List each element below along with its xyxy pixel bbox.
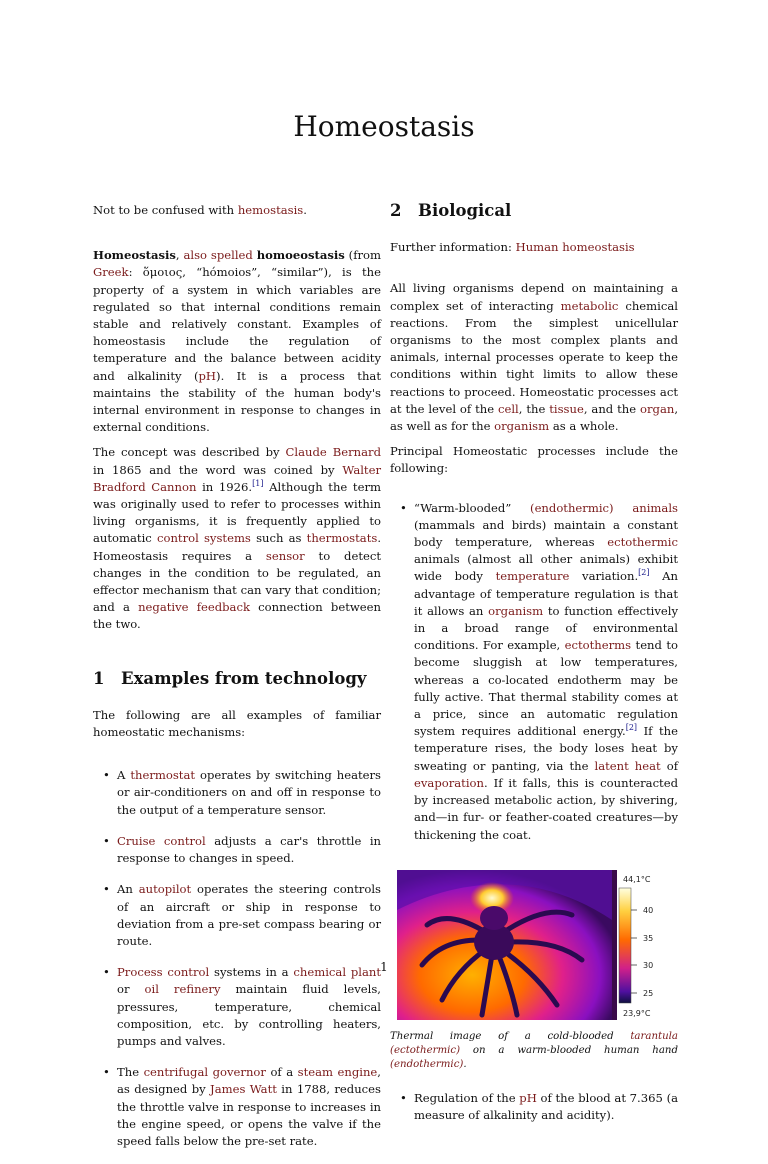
ref-2[interactable]: [2] (638, 568, 650, 578)
ref-2[interactable]: [2] (625, 723, 638, 733)
scale-max-label: 44,1°C (623, 874, 651, 884)
latent-heat-link[interactable]: latent heat (594, 758, 661, 773)
figure-caption: Thermal image of a cold-blooded tarantula (ectothermic) on a warm-blooded human hand (endothermic). (390, 1030, 678, 1070)
list-item: • Regulation of the pH of the blood at 7.365 (a measure of alkalinity and acidity). (400, 1090, 678, 1122)
thermal-image (397, 870, 662, 1020)
metabolic-link[interactable]: metabolic (560, 298, 619, 313)
walter-cannon-link[interactable]: Walter Bradford Cannon (93, 462, 381, 494)
organism-link[interactable]: organism (488, 603, 544, 618)
cruise-control-link[interactable]: Cruise control (117, 833, 206, 848)
list-item: • Cruise control adjusts a car's throttle in response to changes in speed. (103, 833, 381, 866)
left-column (93, 202, 381, 1164)
biological-list-continued (390, 1090, 678, 1124)
greek-link[interactable]: Greek (93, 265, 129, 280)
intro-paragraph-1: Homeostasis, also spelled homoeostasis (from Greek: ὅμοιος, “hómoios”, “similar”), is the property of a system in which variables are regulated so that internal conditions remain stable and relatively constant. Examples of homeostasis include the regulation of temperature and the balance between acidity and alkalinity (pH). It is a process that maintains the stability of the human body's internal environment in response to changes in external conditions. (93, 248, 382, 435)
intro-paragraph-2: The concept was described by Claude Bernard in 1865 and the word was coined by Walter Bradford Cannon in 1926.[1] Although the term was originally used to refer to processes within living organisms, it is frequently applied to automatic control systems such as thermostats. Homeostasis requires a sensor to detect changes in the condition to be regulated, an effector mechanism that can vary that condition; and a negative feedback connection between the two. (93, 445, 381, 632)
bullet-icon: • (103, 965, 110, 980)
ph-link[interactable]: pH (519, 1090, 537, 1105)
tarantula-link[interactable]: tarantula (630, 1030, 678, 1042)
scale-tick: 40 (643, 905, 654, 915)
ph-link[interactable]: pH (198, 368, 217, 383)
control-systems-link[interactable]: control systems (156, 531, 251, 546)
animals-link[interactable]: animals (632, 500, 678, 515)
section-2-heading: 2 Biological (390, 201, 512, 220)
claude-bernard-link[interactable]: Claude Bernard (285, 445, 381, 460)
biological-paragraph-2: Principal Homeostatic processes include the following: (390, 444, 678, 476)
biological-list (390, 500, 678, 844)
organism-link[interactable]: organism (494, 419, 550, 434)
bullet-icon: • (103, 1065, 110, 1080)
bullet-icon: • (103, 833, 110, 848)
hemostasis-link[interactable]: hemostasis (237, 203, 304, 217)
list-item: • Process control systems in a chemical plant or oil refinery maintain fluid levels, pressures, temperature, chemical composition, etc. by controlling heaters, pumps and valves. (103, 965, 381, 1048)
ectotherms-link[interactable]: ectotherms (564, 638, 632, 653)
list-item: • “Warm-blooded” (endothermic) animals (mammals and birds) maintain a constant body temperature, whereas ectothermic animals (almost all other animals) exhibit wide body temperature variation.[2] An advantage of temperature regulation is that it allows an organism to function effectively in a broad range of environmental conditions. For example, ectotherms tend to become sluggish at low temperatures, whereas a co-located endotherm may be fully active. That thermal stability comes at a price, since an automatic regulation system requires additional energy.[2] If the temperature rises, the body loses heat by sweating or panting, via the latent heat of evaporation. If it falls, this is counteracted by increased metabolic action, by shivering, and—in fur- or feather-coated creatures—by thickening the coat. (400, 500, 678, 842)
scale-tick: 25 (643, 988, 654, 998)
bullet-icon: • (103, 768, 110, 783)
bullet-icon: • (400, 500, 407, 515)
james-watt-link[interactable]: James Watt (210, 1082, 277, 1097)
bullet-icon: • (400, 1090, 407, 1105)
scale-min-label: 23,9°C (623, 1008, 651, 1018)
page-title: Homeostasis (293, 110, 475, 143)
list-item: • The centrifugal governor of a steam engine, as designed by James Watt in 1788, reduces the throttle valve in response to increases in the engine speed, or opens the valve if the speed falls below the pre-set rate. (103, 1065, 381, 1148)
thermostats-link[interactable]: thermostats (306, 531, 378, 546)
steam-engine-link[interactable]: steam engine (297, 1065, 378, 1080)
section-1-intro: The following are all examples of familiar homeostatic mechanisms: (93, 707, 381, 740)
negative-feedback-link[interactable]: negative feedback (138, 600, 250, 615)
chemical-plant-link[interactable]: chemical plant (293, 965, 381, 980)
temperature-link[interactable]: temperature (495, 569, 570, 584)
endothermic-link[interactable]: (endothermic) (530, 500, 614, 515)
scale-tick: 35 (643, 933, 654, 943)
technology-list (93, 767, 381, 1150)
scale-tick: 30 (643, 960, 654, 970)
evaporation-link[interactable]: evaporation (414, 775, 484, 790)
ectothermic-link[interactable]: ectothermic (607, 535, 678, 550)
sensor-link[interactable]: sensor (265, 548, 305, 563)
list-item: • An autopilot operates the steering controls of an aircraft or ship in response to deviation from a pre-set compass bearing or route. (103, 882, 381, 948)
ref-1[interactable]: [1] (252, 478, 264, 488)
also-spelled-link[interactable]: also spelled (183, 248, 253, 263)
centrifugal-governor-link[interactable]: centrifugal governor (143, 1065, 266, 1080)
tarantula-thermal-picture (397, 870, 662, 1020)
section-1-heading: 1 Examples from technology (93, 668, 367, 688)
tissue-link[interactable]: tissue (549, 401, 584, 416)
hatnote: Not to be confused with hemostasis. (93, 203, 307, 217)
thermostat-link[interactable]: thermostat (130, 768, 196, 783)
organ-link[interactable]: organ (640, 401, 675, 416)
biological-paragraph-1: All living organisms depend on maintaining a complex set of interacting metabolic chemical reactions. From the simplest unicellular organisms to the most complex plants and animals, internal processes operate to keep the conditions within tight limits to allow these reactions to proceed. Homeostatic processes act at the level of the cell, the tissue, and the organ, as well as for the organism as a whole. (390, 281, 679, 434)
ectothermic-link[interactable]: (ectothermic) (390, 1044, 461, 1056)
autopilot-link[interactable]: autopilot (138, 882, 192, 897)
endothermic-link[interactable]: (endothermic) (390, 1058, 464, 1070)
process-control-link[interactable]: Process control (117, 965, 210, 980)
page-number: 1 (380, 960, 388, 974)
human-homeostasis-link[interactable]: Human homeostasis (515, 240, 635, 255)
cell-link[interactable]: cell (497, 401, 519, 416)
right-column (390, 202, 678, 1138)
further-information: Further information: Human homeostasis (390, 240, 635, 255)
bullet-icon: • (103, 882, 110, 897)
oil-refinery-link[interactable]: oil refinery (144, 982, 221, 997)
list-item: • A thermostat operates by switching heaters or air-conditioners on and off in response to the output of a temperature sensor. (103, 768, 382, 817)
